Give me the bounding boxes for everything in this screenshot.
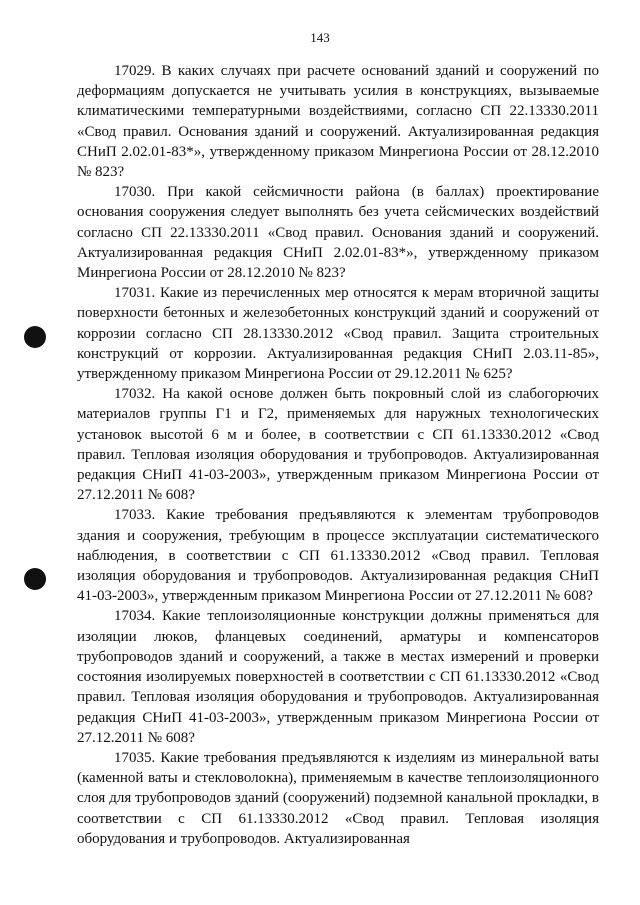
question-17030: 17030. При какой сейсмичности района (в баллах) проектирование основания сооружения следует выполнять без учета сейсмических воздействий согласно СП 22.13330.2011 «Свод правил. Основания зданий и сооружений. Актуализированная редакция СНиП 2.02.01-83*», утвержденному приказом Минрегиона России от 28.12.2010 № 823?: [77, 184, 599, 282]
question-list: [77, 61, 599, 849]
punch-hole-mark: [24, 568, 46, 590]
question-17033: 17033. Какие требования предъявляются к элементам трубопроводов здания и сооружения, требующим в процессе эксплуатации систематического наблюдения, в соответствии с СП 61.13330.2012 «Свод правил. Тепловая изоляция оборудования и трубопроводов. Актуализированная редакция СНиП 41-03-2003», утвержденным приказом Минрегиона России от 27.12.2011 № 608?: [77, 507, 599, 605]
question-17029: 17029. В каких случаях при расчете оснований зданий и сооружений по деформациям допускается не учитывать усилия в конструкциях, вызываемые климатическими температурными воздействиями, согласно СП 22.13330.2011 «Свод правил. Основания зданий и сооружений. Актуализированная редакция СНиП 2.02.01-83*», утвержденному приказом Минрегиона России от 28.12.2010 № 823?: [77, 63, 599, 181]
question-17032: 17032. На какой основе должен быть покровный слой из слабогорючих материалов группы Г1 и Г2, применяемых для наружных технологических установок высотой 6 м и более, в соответствии с СП 61.13330.2012 «Свод правил. Тепловая изоляция оборудования и трубопроводов. Актуализированная редакция СНиП 41-03-2003», утвержденным приказом Минрегиона России от 27.12.2011 № 608?: [77, 386, 599, 504]
question-17031: 17031. Какие из перечисленных мер относятся к мерам вторичной защиты поверхности бетонных и железобетонных конструкций зданий и сооружений от коррозии согласно СП 28.13330.2012 «Свод правил. Защита строительных конструкций от коррозии. Актуализированная редакция СНиП 2.03.11-85», утвержденному приказом Минрегиона России от 29.12.2011 № 625?: [77, 285, 599, 383]
page-number: 143: [310, 30, 330, 45]
punch-hole-mark: [24, 326, 46, 348]
question-17034: 17034. Какие теплоизоляционные конструкции должны применяться для изоляции люков, фланцевых соединений, арматуры и компенсаторов трубопроводов зданий и сооружений, а также в местах измерений и проверки состояния изолируемых поверхностей в соответствии с СП 61.13330.2012 «Свод правил. Тепловая изоляция оборудования и трубопроводов. Актуализированная редакция СНиП 41-03-2003», утвержденным приказом Минрегиона России от 27.12.2011 № 608?: [77, 608, 599, 746]
question-17035: 17035. Какие требования предъявляются к изделиям из минеральной ваты (каменной ваты и стекловолокна), применяемым в качестве теплоизоляционного слоя для трубопроводов зданий (сооружений) подземной канальной прокладки, в соответствии с СП 61.13330.2012 «Свод правил. Тепловая изоляция оборудования и трубопроводов. Актуализированная: [77, 749, 599, 847]
